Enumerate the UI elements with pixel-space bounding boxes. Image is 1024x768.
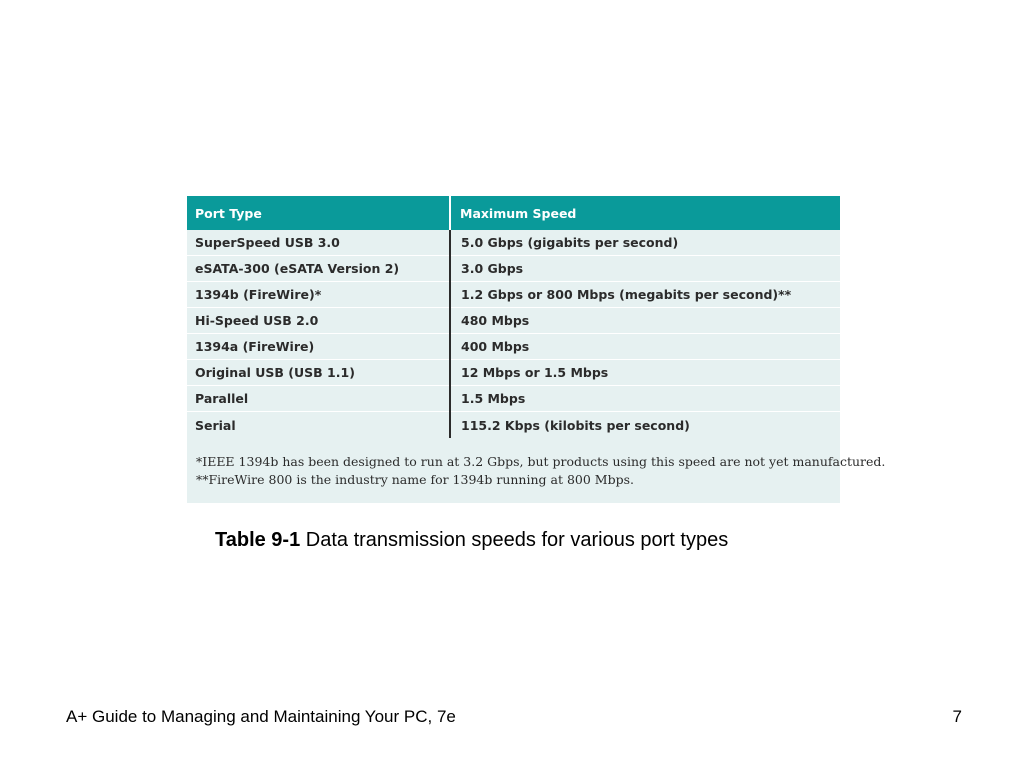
port-type-cell: SuperSpeed USB 3.0 [187, 230, 450, 256]
max-speed-cell: 3.0 Gbps [450, 256, 840, 282]
table-header-row [187, 196, 840, 230]
max-speed-cell: 115.2 Kbps (kilobits per second) [450, 412, 840, 439]
table-row [187, 308, 840, 334]
table-row [187, 412, 840, 439]
max-speed-cell: 480 Mbps [450, 308, 840, 334]
max-speed-cell: 5.0 Gbps (gigabits per second) [450, 230, 840, 256]
column-header-port-type: Port Type [187, 196, 450, 230]
port-type-cell: Hi-Speed USB 2.0 [187, 308, 450, 334]
table-caption [215, 529, 728, 552]
table-row [187, 386, 840, 412]
port-speed-table [187, 196, 840, 438]
table-row [187, 334, 840, 360]
max-speed-cell: 1.5 Mbps [450, 386, 840, 412]
port-type-cell: eSATA-300 (eSATA Version 2) [187, 256, 450, 282]
table-row [187, 230, 840, 256]
port-type-cell: Parallel [187, 386, 450, 412]
table-row [187, 282, 840, 308]
table-footnotes [196, 453, 885, 489]
caption-text: Data transmission speeds for various port types [305, 529, 729, 551]
caption-label: Table 9-1 [215, 529, 301, 551]
max-speed-cell: 12 Mbps or 1.5 Mbps [450, 360, 840, 386]
port-type-cell: 1394b (FireWire)* [187, 282, 450, 308]
table-row [187, 360, 840, 386]
max-speed-cell: 400 Mbps [450, 334, 840, 360]
port-type-cell: Original USB (USB 1.1) [187, 360, 450, 386]
column-header-maximum-speed: Maximum Speed [450, 196, 840, 230]
footnote-firewire-800: **FireWire 800 is the industry name for 1394b running at 800 Mbps. [196, 472, 634, 487]
max-speed-cell: 1.2 Gbps or 800 Mbps (megabits per second)** [450, 282, 840, 308]
footer-book-title: A+ Guide to Managing and Maintaining Your PC, 7e [66, 707, 456, 726]
footer-page-number: 7 [952, 707, 962, 726]
footnote-ieee-1394b: *IEEE 1394b has been designed to run at 3.2 Gbps, but products using this speed are not yet manufactured. [196, 454, 886, 469]
port-type-cell: Serial [195, 417, 236, 433]
port-type-cell: 1394a (FireWire) [187, 334, 450, 360]
table-row [187, 256, 840, 282]
